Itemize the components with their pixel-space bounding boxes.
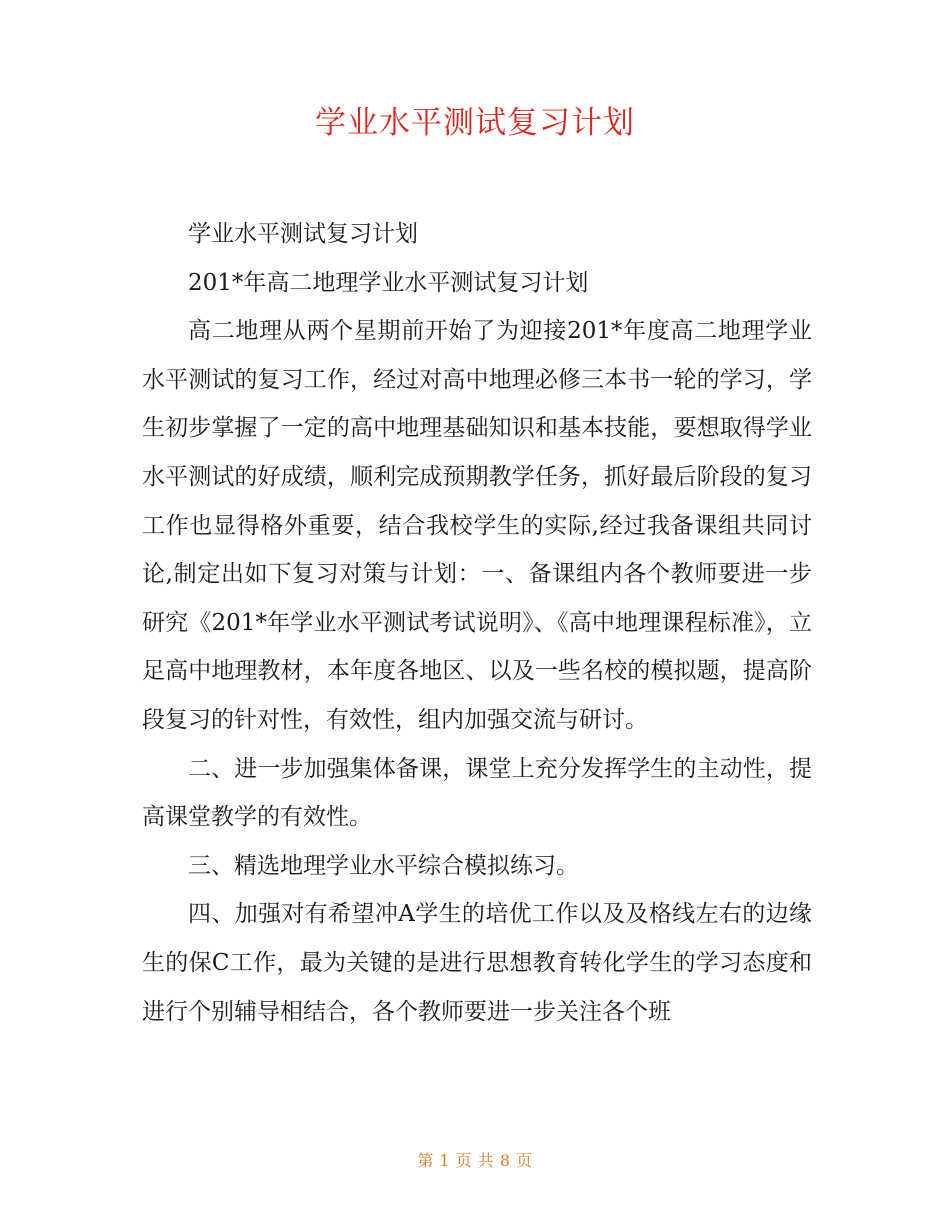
paragraph-heading: 学业水平测试复习计划 <box>188 221 418 247</box>
paragraph-subheading: 201*年高二地理学业水平测试复习计划 <box>188 269 589 296</box>
paragraph-item-4: 四、加强对有希望冲A学生的培优工作以及及格线左右的边缘生的保C工作，最为关键的是进行思想教育转化学生的学习态度和进行个别辅导相结合，各个教师要进一步关注各个班 <box>142 901 812 1025</box>
document-body <box>142 210 812 1036</box>
page-number-footer: 第 1 页 共 8 页 <box>417 1151 533 1170</box>
paragraph-item-2: 二、进一步加强集体备课，课堂上充分发挥学生的主动性，提高课堂教学的有效性。 <box>142 755 812 831</box>
paragraph-item-3: 三、精选地理学业水平综合模拟练习。 <box>188 852 579 879</box>
document-title: 学业水平测试复习计划 <box>315 105 635 141</box>
paragraph-intro: 高二地理从两个星期前开始了为迎接201*年度高二地理学业水平测试的复习工作，经过对高中地理必修三本书一轮的学习，学生初步掌握了一定的高中地理基础知识和基本技能，要想取得学业水平测试的好成绩，顺利完成预期教学任务，抓好最后阶段的复习工作也显得格外重要，结合我校学生的实际,经过我备课组共同讨论,制定出如下复习对策与计划：一、备课组内各个教师要进一步研究《201*年学业水平测试考试说明》、《高中地理课程标准》，立足高中地理教材，本年度各地区、以及一些名校的模拟题，提高阶段复习的针对性，有效性，组内加强交流与研讨。 <box>142 318 812 733</box>
